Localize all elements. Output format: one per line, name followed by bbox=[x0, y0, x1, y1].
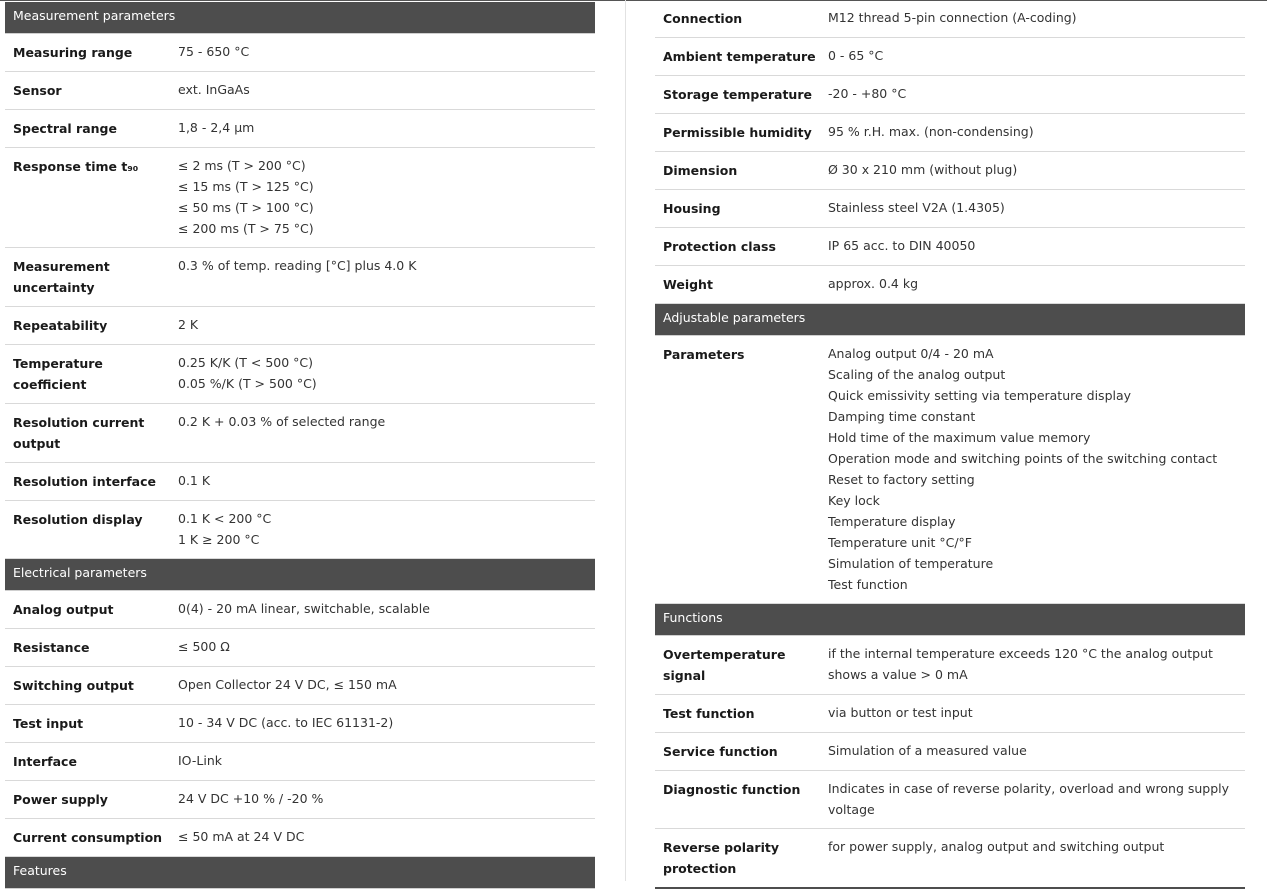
spec-label: Connection bbox=[663, 11, 743, 26]
spec-label: Interface bbox=[13, 754, 77, 769]
spec-label: Service function bbox=[663, 744, 778, 759]
spec-value-line: M12 thread 5-pin connection (A-coding) bbox=[828, 10, 1077, 25]
spec-row bbox=[5, 667, 595, 705]
spec-row bbox=[5, 404, 595, 463]
spec-value bbox=[828, 695, 1245, 732]
spec-value-line: Key lock bbox=[828, 493, 880, 508]
spec-row bbox=[655, 38, 1245, 76]
spec-value-line: -20 - +80 °C bbox=[828, 86, 907, 101]
spec-value bbox=[828, 733, 1245, 770]
spec-row bbox=[655, 228, 1245, 266]
spec-value bbox=[828, 152, 1245, 189]
spec-value-line: ≤ 2 ms (T > 200 °C) bbox=[178, 158, 306, 173]
spec-row bbox=[5, 705, 595, 743]
spec-value-line: Ø 30 x 210 mm (without plug) bbox=[828, 162, 1018, 177]
spec-label: Protection class bbox=[663, 239, 776, 254]
spec-value-line: ≤ 200 ms (T > 75 °C) bbox=[178, 221, 314, 236]
spec-value bbox=[178, 501, 595, 558]
spec-label: Resolution display bbox=[13, 512, 143, 527]
section-header-electrical: Electrical parameters bbox=[5, 559, 595, 591]
functions-table bbox=[655, 636, 1245, 889]
spec-value-line: 0.3 % of temp. reading [°C] plus 4.0 K bbox=[178, 258, 417, 273]
spec-value bbox=[828, 228, 1245, 265]
spec-value-line: Quick emissivity setting via temperature display bbox=[828, 388, 1132, 403]
section-header-measurement: Measurement parameters bbox=[5, 2, 595, 34]
spec-row bbox=[655, 0, 1245, 38]
spec-value-line: Hold time of the maximum value memory bbox=[828, 430, 1091, 445]
spec-label: Current consumption bbox=[13, 830, 163, 845]
section-header-features: Features bbox=[5, 857, 595, 889]
spec-value-line: via button or test input bbox=[828, 705, 973, 720]
spec-value-line: Temperature unit °C/°F bbox=[828, 535, 972, 550]
column-divider bbox=[625, 0, 626, 881]
spec-label: Repeatability bbox=[13, 318, 108, 333]
spec-value bbox=[178, 307, 595, 344]
spec-label: Spectral range bbox=[13, 121, 117, 136]
spec-value bbox=[178, 629, 595, 666]
spec-value-line: 1 K ≥ 200 °C bbox=[178, 532, 260, 547]
spec-value-line: approx. 0.4 kg bbox=[828, 276, 919, 291]
adjustable-table bbox=[655, 336, 1245, 604]
spec-value-line: ≤ 15 ms (T > 125 °C) bbox=[178, 179, 314, 194]
spec-value-line: 24 V DC +10 % / -20 % bbox=[178, 791, 324, 806]
spec-row bbox=[655, 771, 1245, 829]
spec-value bbox=[178, 705, 595, 742]
spec-row bbox=[5, 72, 595, 110]
spec-value-line: 0.1 K < 200 °C bbox=[178, 511, 272, 526]
spec-value bbox=[178, 743, 595, 780]
spec-value bbox=[178, 463, 595, 500]
spec-row bbox=[5, 34, 595, 72]
spec-value-line: 10 - 34 V DC (acc. to IEC 61131-2) bbox=[178, 715, 394, 730]
spec-row bbox=[655, 190, 1245, 228]
spec-label: Temperature coefficient bbox=[13, 356, 103, 392]
spec-value-line: Indicates in case of reverse polarity, overload and wrong supply voltage bbox=[828, 781, 1230, 817]
spec-label: Sensor bbox=[13, 83, 62, 98]
spec-label: Resolution interface bbox=[13, 474, 156, 489]
spec-row bbox=[655, 266, 1245, 304]
spec-row bbox=[5, 591, 595, 629]
spec-label: Resolution current output bbox=[13, 415, 145, 451]
section-header-adjustable: Adjustable parameters bbox=[655, 304, 1245, 336]
spec-value-line: IP 65 acc. to DIN 40050 bbox=[828, 238, 976, 253]
spec-row bbox=[5, 307, 595, 345]
spec-value-line: Simulation of temperature bbox=[828, 556, 994, 571]
spec-row bbox=[5, 110, 595, 148]
spec-row bbox=[5, 743, 595, 781]
spec-value-line: Test function bbox=[828, 577, 908, 592]
spec-value bbox=[178, 404, 595, 462]
spec-label: Storage temperature bbox=[663, 87, 812, 102]
spec-label: Dimension bbox=[663, 163, 738, 178]
spec-label: Reverse polarity protection bbox=[663, 840, 779, 876]
spec-value bbox=[828, 829, 1245, 887]
spec-label: Analog output bbox=[13, 602, 114, 617]
spec-label: Response time t₉₀ bbox=[13, 159, 139, 174]
spec-label: Diagnostic function bbox=[663, 782, 801, 797]
spec-value bbox=[828, 38, 1245, 75]
spec-value-line: 0.05 %/K (T > 500 °C) bbox=[178, 376, 317, 391]
spec-value bbox=[178, 345, 595, 403]
electrical-table bbox=[5, 591, 595, 857]
spec-row bbox=[5, 629, 595, 667]
spec-value-line: 0.25 K/K (T < 500 °C) bbox=[178, 355, 314, 370]
spec-value bbox=[828, 114, 1245, 151]
spec-value bbox=[178, 34, 595, 71]
spec-value bbox=[828, 771, 1245, 828]
spec-value-line: Analog output 0/4 - 20 mA bbox=[828, 346, 994, 361]
spec-value-line: Damping time constant bbox=[828, 409, 976, 424]
spec-row bbox=[655, 114, 1245, 152]
spec-label: Measurement uncertainty bbox=[13, 259, 110, 295]
spec-row bbox=[5, 248, 595, 307]
spec-value-line: Open Collector 24 V DC, ≤ 150 mA bbox=[178, 677, 397, 692]
spec-value bbox=[178, 72, 595, 109]
spec-label: Switching output bbox=[13, 678, 134, 693]
spec-value bbox=[178, 248, 595, 306]
spec-row bbox=[5, 463, 595, 501]
spec-value-line: 0 - 65 °C bbox=[828, 48, 884, 63]
spec-row bbox=[655, 76, 1245, 114]
spec-value-line: 75 - 650 °C bbox=[178, 44, 250, 59]
spec-value-line: ≤ 50 ms (T > 100 °C) bbox=[178, 200, 314, 215]
spec-row bbox=[655, 636, 1245, 695]
spec-value-line: IO-Link bbox=[178, 753, 222, 768]
measurement-table bbox=[5, 34, 595, 559]
spec-row bbox=[655, 829, 1245, 889]
spec-value-line: ≤ 50 mA at 24 V DC bbox=[178, 829, 305, 844]
spec-label: Weight bbox=[663, 277, 713, 292]
spec-label: Measuring range bbox=[13, 45, 133, 60]
spec-value-line: 1,8 - 2,4 µm bbox=[178, 120, 255, 135]
spec-value bbox=[828, 636, 1245, 694]
spec-value-line: ≤ 500 Ω bbox=[178, 639, 230, 654]
spec-value bbox=[828, 76, 1245, 113]
spec-value bbox=[828, 0, 1245, 37]
spec-value bbox=[178, 667, 595, 704]
right-column bbox=[655, 0, 1245, 889]
spec-row bbox=[655, 733, 1245, 771]
spec-value-line: for power supply, analog output and switching output bbox=[828, 839, 1165, 854]
spec-value-line: Temperature display bbox=[828, 514, 956, 529]
spec-value bbox=[828, 336, 1245, 603]
spec-value bbox=[178, 781, 595, 818]
spec-value-line: Stainless steel V2A (1.4305) bbox=[828, 200, 1005, 215]
spec-value-line: 95 % r.H. max. (non-condensing) bbox=[828, 124, 1034, 139]
spec-label: Power supply bbox=[13, 792, 108, 807]
spec-value bbox=[178, 148, 595, 247]
spec-value-line: 0(4) - 20 mA linear, switchable, scalable bbox=[178, 601, 430, 616]
spec-row bbox=[655, 695, 1245, 733]
spec-value-line: 2 K bbox=[178, 317, 199, 332]
spec-value-line: Operation mode and switching points of the switching contact bbox=[828, 451, 1218, 466]
spec-label: Resistance bbox=[13, 640, 90, 655]
spec-label: Test input bbox=[13, 716, 84, 731]
spec-value-line: Simulation of a measured value bbox=[828, 743, 1027, 758]
spec-label: Overtemperature signal bbox=[663, 647, 786, 683]
spec-row bbox=[5, 781, 595, 819]
spec-value bbox=[178, 591, 595, 628]
spec-value-line: Reset to factory setting bbox=[828, 472, 975, 487]
spec-label: Permissible humidity bbox=[663, 125, 812, 140]
spec-value bbox=[828, 190, 1245, 227]
spec-value bbox=[178, 819, 595, 856]
section-header-functions: Functions bbox=[655, 604, 1245, 636]
spec-value-line: Scaling of the analog output bbox=[828, 367, 1006, 382]
spec-row bbox=[5, 501, 595, 559]
spec-row bbox=[5, 345, 595, 404]
spec-row bbox=[5, 819, 595, 857]
spec-value-line: 0.1 K bbox=[178, 473, 211, 488]
spec-value bbox=[828, 266, 1245, 303]
spec-row bbox=[5, 148, 595, 248]
general-table bbox=[655, 0, 1245, 304]
spec-row bbox=[655, 336, 1245, 604]
spec-row bbox=[655, 152, 1245, 190]
spec-label: Housing bbox=[663, 201, 721, 216]
spec-label: Parameters bbox=[663, 347, 745, 362]
left-column bbox=[5, 2, 595, 889]
spec-value-line: 0.2 K + 0.03 % of selected range bbox=[178, 414, 386, 429]
spec-value-line: ext. InGaAs bbox=[178, 82, 250, 97]
spec-value bbox=[178, 110, 595, 147]
spec-label: Ambient temperature bbox=[663, 49, 816, 64]
spec-value-line: if the internal temperature exceeds 120 °C the analog output shows a value > 0 mA bbox=[828, 646, 1213, 682]
spec-label: Test function bbox=[663, 706, 755, 721]
